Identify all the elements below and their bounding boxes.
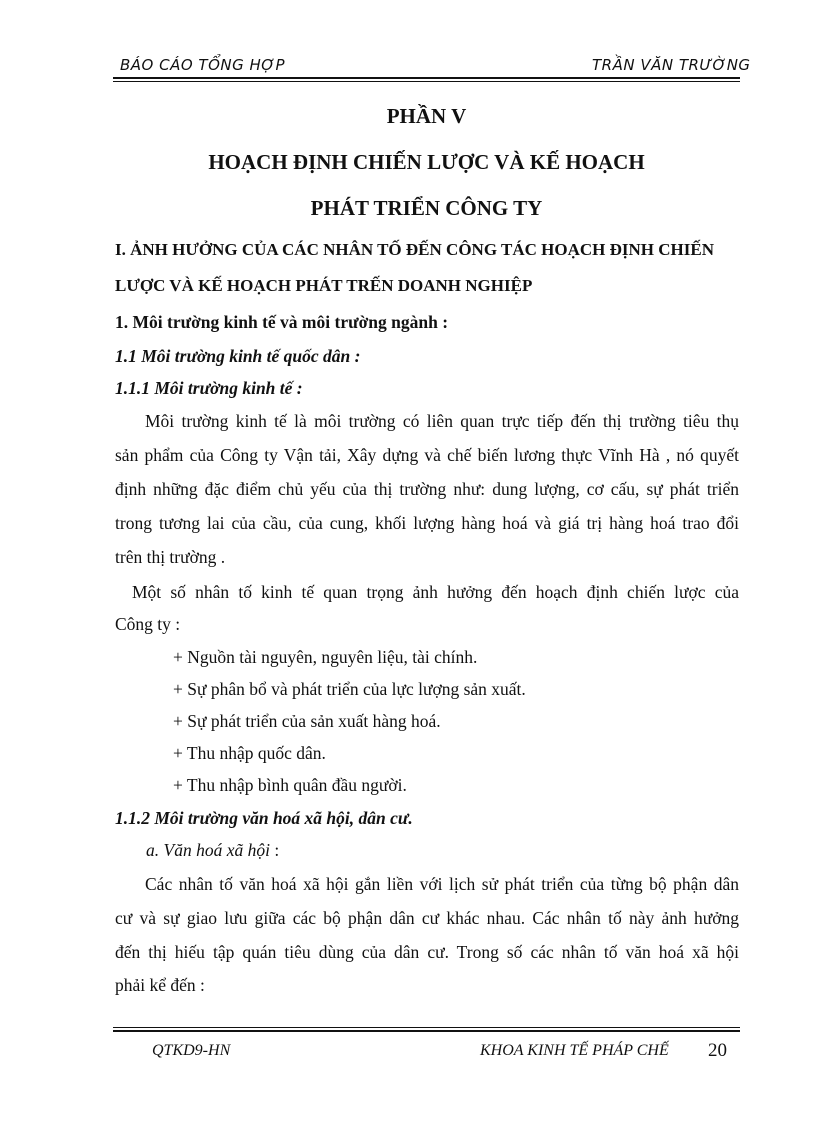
subheading-a-colon: : [269,840,280,860]
header-right-text: TRẦN VĂN TRƯỜNG [592,56,751,74]
footer-rule-thin [113,1027,740,1028]
header-rule-thin [113,81,740,82]
heading-1-1-1: 1.1.1 Môi trường kinh tế : [115,378,303,398]
section-heading-line1: I. ẢNH HƯỞNG CỦA CÁC NHÂN TỐ ĐẾN CÔNG TÁC HOẠCH ĐỊNH CHIẾN [115,240,714,259]
list-item: + Thu nhập quốc dân. [173,743,326,763]
paragraph-line: trên thị trường . [115,547,226,567]
paragraph-line: phải kể đến : [115,975,205,995]
heading-1-1-2: 1.1.2 Môi trường văn hoá xã hội, dân cư. [115,808,413,828]
footer-left-text: QTKD9-HN [152,1042,231,1059]
heading-1-1: 1.1 Môi trường kinh tế quốc dân : [115,346,361,366]
paragraph-line: Một số nhân tố kinh tế quan trọng ảnh hưởng đến hoạch định chiến lược của [132,582,739,602]
chapter-title-line1: HOẠCH ĐỊNH CHIẾN LƯỢC VÀ KẾ HOẠCH [208,150,645,174]
paragraph-line: đến thị hiếu tập quán tiêu dùng của dân cư. Trong số các nhân tố văn hoá xã hội [115,942,739,962]
subheading-a [146,840,279,861]
footer-rule [113,1030,740,1032]
paragraph-line: trong tương lai của cầu, của cung, khối lượng hàng hoá và giá trị hàng hoá trao đổi [115,513,739,533]
section-heading-line2: LƯỢC VÀ KẾ HOẠCH PHÁT TRẾN DOANH NGHIỆP [115,276,533,295]
paragraph-line: sản phẩm của Công ty Vận tải, Xây dựng và chế biến lương thực Vĩnh Hà , nó quyết [115,445,739,465]
footer-middle-text: KHOA KINH TẾ PHÁP CHẾ [480,1042,669,1059]
header-left-text: BÁO CÁO TỔNG HỢP [120,56,286,74]
heading-1: 1. Môi trường kinh tế và môi trường ngành : [115,312,449,332]
list-item: + Sự phân bổ và phát triển của lực lượng sản xuất. [173,679,526,699]
paragraph-line: Môi trường kinh tế là môi trường có liên quan trực tiếp đến thị trường tiêu thụ [145,411,739,431]
paragraph-line: Các nhân tố văn hoá xã hội gắn liền với lịch sử phát triển của từng bộ phận dân [145,874,739,894]
page-number: 20 [708,1040,727,1061]
chapter-title-line2: PHÁT TRIỂN CÔNG TY [310,196,543,220]
paragraph-line: Công ty : [115,614,181,634]
part-title: PHẦN V [386,104,467,128]
list-item: + Sự phát triển của sản xuất hàng hoá. [173,711,441,731]
paragraph-line: định những đặc điểm chủ yếu của thị trường như: dung lượng, cơ cấu, sự phát triển [115,479,739,499]
subheading-a-text: a. Văn hoá xã hội [146,840,270,860]
header-rule [113,77,740,79]
list-item: + Nguồn tài nguyên, nguyên liệu, tài chính. [173,647,478,667]
paragraph-line: cư và sự giao lưu giữa các bộ phận dân cư khác nhau. Các nhân tố này ảnh hưởng [115,908,739,928]
list-item: + Thu nhập bình quân đầu người. [173,775,407,795]
